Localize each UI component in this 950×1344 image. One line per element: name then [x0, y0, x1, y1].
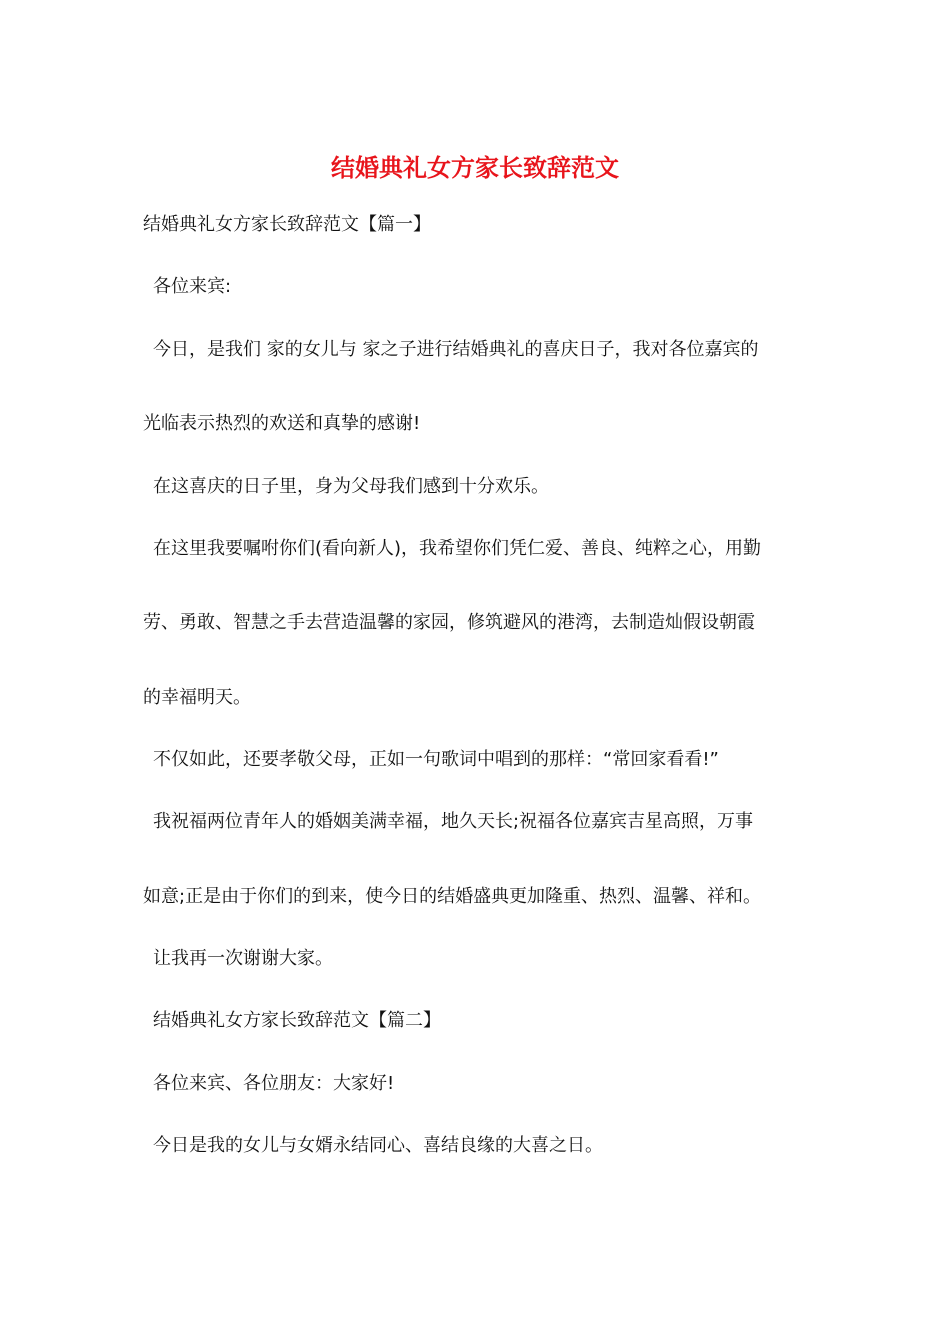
paragraph-line: 在这喜庆的日子里，身为父母我们感到十分欢乐。	[153, 476, 549, 497]
paragraph-line: 让我再一次谢谢大家。	[153, 948, 333, 969]
paragraph-line: 不仅如此，还要孝敬父母，正如一句歌词中唱到的那样：“常回家看看!”	[153, 749, 719, 770]
paragraph-line: 各位来宾、各位朋友：大家好!	[153, 1073, 395, 1094]
paragraph-line: 我祝福两位青年人的婚姻美满幸福，地久天长;祝福各位嘉宾吉星高照，万事	[153, 811, 754, 832]
paragraph-line: 光临表示热烈的欢送和真挚的感谢!	[143, 413, 421, 434]
paragraph-line: 各位来宾:	[153, 276, 232, 297]
section-heading-2: 结婚典礼女方家长致辞范文【篇二】	[153, 1010, 441, 1031]
document-title: 结婚典礼女方家长致辞范文	[331, 153, 619, 182]
section-heading-1: 结婚典礼女方家长致辞范文【篇一】	[143, 214, 431, 235]
paragraph-line: 今日是我的女儿与女婿永结同心、喜结良缘的大喜之日。	[153, 1135, 603, 1156]
paragraph-line: 在这里我要嘱咐你们(看向新人)，我希望你们凭仁爱、善良、纯粹之心，用勤	[153, 538, 762, 559]
paragraph-line: 今日，是我们 家的女儿与 家之子进行结婚典礼的喜庆日子，我对各位嘉宾的	[153, 339, 759, 360]
paragraph-line: 的幸福明天。	[143, 687, 251, 708]
paragraph-line: 劳、勇敢、智慧之手去营造温馨的家园，修筑避风的港湾，去制造灿假设朝霞	[143, 612, 755, 633]
paragraph-line: 如意;正是由于你们的到来，使今日的结婚盛典更加隆重、热烈、温馨、祥和。	[143, 886, 762, 907]
